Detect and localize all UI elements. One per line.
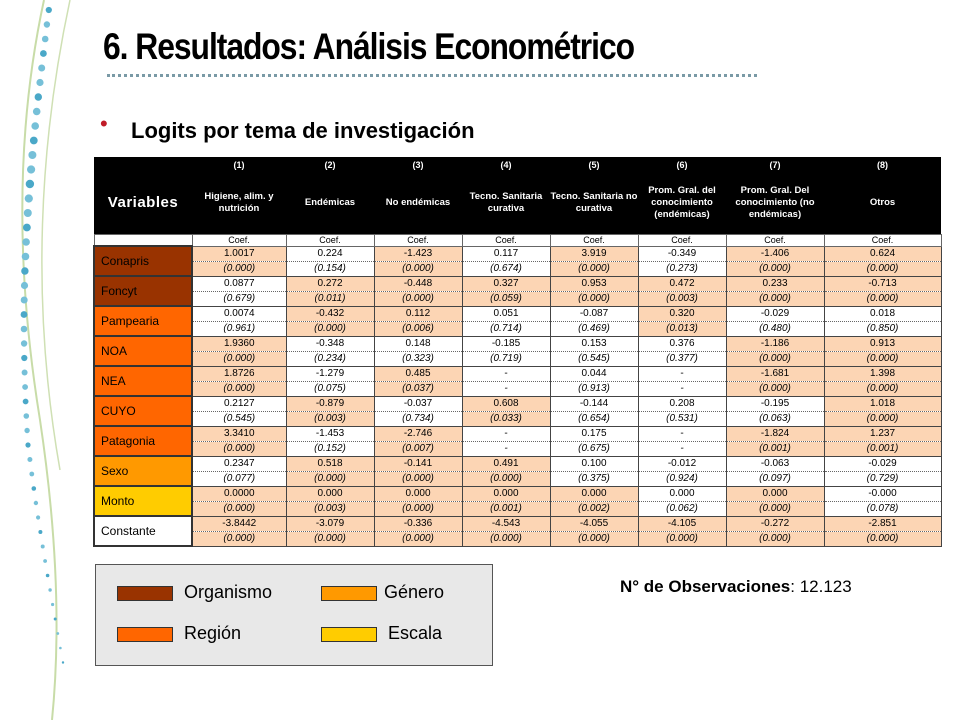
- decorative-dot: [24, 413, 30, 419]
- pvalue-cell: (0.000): [824, 531, 941, 546]
- coef-cell: 0.913: [824, 336, 941, 351]
- pvalue-cell: (0.154): [286, 261, 374, 276]
- pvalue-cell: (0.000): [824, 351, 941, 366]
- variable-conapris: Conapris: [94, 246, 192, 276]
- pvalue-cell: (0.000): [726, 261, 824, 276]
- pvalue-cell: (0.000): [192, 261, 286, 276]
- coef-cell: 1.9360: [192, 336, 286, 351]
- observations-value: : 12.123: [790, 577, 852, 596]
- table-row: [94, 261, 941, 276]
- decorative-dot: [31, 122, 39, 130]
- column-number-7: (7): [726, 157, 824, 172]
- pvalue-cell: (0.714): [462, 321, 550, 336]
- pvalue-cell: (0.729): [824, 471, 941, 486]
- decorative-dot: [22, 370, 28, 376]
- pvalue-cell: (0.062): [638, 501, 726, 516]
- coef-cell: -0.349: [638, 246, 726, 261]
- pvalue-cell: (0.000): [374, 261, 462, 276]
- coef-cell: -0.029: [824, 456, 941, 471]
- pvalue-cell: (0.000): [286, 531, 374, 546]
- coef-header: Coef.: [462, 235, 550, 247]
- decorative-dot: [51, 603, 54, 606]
- pvalue-cell: (0.001): [824, 441, 941, 456]
- coef-cell: -0.037: [374, 396, 462, 411]
- coef-cell: -1.824: [726, 426, 824, 441]
- pvalue-cell: (0.001): [726, 441, 824, 456]
- pvalue-cell: (0.679): [192, 291, 286, 306]
- table-row: [94, 276, 941, 291]
- pvalue-cell: (0.000): [638, 531, 726, 546]
- decorative-dot: [21, 326, 28, 333]
- coef-cell: 1.237: [824, 426, 941, 441]
- variables-header: Variables: [94, 172, 192, 235]
- decorative-dot: [40, 50, 47, 57]
- coef-cell: -0.348: [286, 336, 374, 351]
- pvalue-cell: (0.000): [192, 531, 286, 546]
- decorative-dot: [27, 165, 35, 173]
- pvalue-cell: -: [462, 381, 550, 396]
- coef-cell: 0.327: [462, 276, 550, 291]
- coef-cell: -1.406: [726, 246, 824, 261]
- pvalue-cell: (0.000): [550, 531, 638, 546]
- decorative-dot: [35, 93, 42, 100]
- coef-cell: 0.000: [726, 486, 824, 501]
- pvalue-cell: (0.000): [550, 261, 638, 276]
- decorative-dot: [46, 7, 52, 13]
- column-label-3: No endémicas: [374, 172, 462, 235]
- pvalue-cell: -: [462, 441, 550, 456]
- column-label-4: Tecno. Sanitaria curativa: [462, 172, 550, 235]
- pvalue-cell: (0.000): [824, 291, 941, 306]
- decorative-dot: [43, 559, 47, 563]
- decorative-dot: [48, 588, 51, 591]
- decorative-dot: [21, 267, 28, 274]
- column-number-2: (2): [286, 157, 374, 172]
- table-row: [94, 456, 941, 471]
- decorative-dot: [38, 530, 42, 534]
- coef-cell: -: [638, 366, 726, 381]
- pvalue-cell: (0.000): [286, 471, 374, 486]
- coef-cell: 0.320: [638, 306, 726, 321]
- pvalue-cell: (0.002): [550, 501, 638, 516]
- table-row: [94, 381, 941, 396]
- table-row: [94, 531, 941, 546]
- table-row: [94, 411, 941, 426]
- coef-cell: 0.472: [638, 276, 726, 291]
- coef-cell: 0.518: [286, 456, 374, 471]
- decorative-dot: [25, 194, 33, 202]
- pvalue-cell: (0.480): [726, 321, 824, 336]
- decorative-dot: [54, 618, 57, 621]
- coef-header: Coef.: [726, 235, 824, 247]
- pvalue-cell: (0.059): [462, 291, 550, 306]
- coef-cell: 0.624: [824, 246, 941, 261]
- pvalue-cell: (0.719): [462, 351, 550, 366]
- decorative-dot: [59, 647, 62, 650]
- coef-cell: 0.0074: [192, 306, 286, 321]
- pvalue-cell: (0.003): [286, 501, 374, 516]
- column-number-4: (4): [462, 157, 550, 172]
- pvalue-cell: -: [638, 381, 726, 396]
- pvalue-cell: (0.003): [286, 411, 374, 426]
- decorative-dot: [21, 340, 27, 346]
- coef-cell: 1.0017: [192, 246, 286, 261]
- slide-title: 6. Resultados: Análisis Econométrico: [103, 26, 635, 67]
- variable-foncyt: Foncyt: [94, 276, 192, 306]
- coef-cell: -0.144: [550, 396, 638, 411]
- coef-cell: 0.485: [374, 366, 462, 381]
- decorative-dot: [62, 661, 64, 663]
- decorative-dot: [23, 224, 31, 232]
- decorative-dot: [38, 65, 45, 72]
- decorative-dot: [24, 209, 32, 217]
- coef-cell: -0.063: [726, 456, 824, 471]
- coef-cell: -0.272: [726, 516, 824, 531]
- coef-cell: 0.112: [374, 306, 462, 321]
- decorative-dot: [42, 36, 49, 43]
- pvalue-cell: (0.000): [824, 411, 941, 426]
- coef-header: Coef.: [192, 235, 286, 247]
- coef-cell: 0.224: [286, 246, 374, 261]
- coef-cell: -0.087: [550, 306, 638, 321]
- column-label-6: Prom. Gral. del conocimiento (endémicas): [638, 172, 726, 235]
- decorative-dot: [23, 399, 29, 405]
- coef-cell: 0.000: [286, 486, 374, 501]
- pvalue-cell: (0.000): [726, 531, 824, 546]
- pvalue-cell: (0.531): [638, 411, 726, 426]
- pvalue-cell: (0.000): [726, 501, 824, 516]
- coef-cell: -2.851: [824, 516, 941, 531]
- legend-label-organismo: Organismo: [184, 582, 273, 602]
- pvalue-cell: (0.850): [824, 321, 941, 336]
- pvalue-cell: (0.037): [374, 381, 462, 396]
- coef-cell: -0.432: [286, 306, 374, 321]
- column-number-5: (5): [550, 157, 638, 172]
- pvalue-cell: (0.078): [824, 501, 941, 516]
- coef-cell: -0.713: [824, 276, 941, 291]
- coef-cell: -1.423: [374, 246, 462, 261]
- legend-box: [95, 564, 493, 666]
- coef-cell: 0.153: [550, 336, 638, 351]
- pvalue-cell: (0.000): [192, 441, 286, 456]
- decorative-dot: [21, 355, 27, 361]
- pvalue-cell: (0.000): [374, 291, 462, 306]
- coef-cell: 0.000: [462, 486, 550, 501]
- coef-cell: 0.2127: [192, 396, 286, 411]
- decorative-dot: [24, 428, 29, 433]
- decorative-dot: [41, 545, 45, 549]
- decorative-dot: [29, 472, 34, 477]
- coef-header: Coef.: [638, 235, 726, 247]
- pvalue-cell: (0.674): [462, 261, 550, 276]
- coef-cell: -1.279: [286, 366, 374, 381]
- pvalue-cell: (0.000): [374, 531, 462, 546]
- coef-cell: -0.195: [726, 396, 824, 411]
- legend-swatch-region: [117, 627, 173, 642]
- variable-monto: Monto: [94, 486, 192, 516]
- coef-cell: -: [462, 426, 550, 441]
- decorative-dot: [36, 515, 40, 519]
- coef-cell: 0.608: [462, 396, 550, 411]
- column-label-5: Tecno. Sanitaria no curativa: [550, 172, 638, 235]
- pvalue-cell: (0.000): [374, 501, 462, 516]
- coef-cell: -0.029: [726, 306, 824, 321]
- pvalue-cell: (0.006): [374, 321, 462, 336]
- observations-count: [620, 577, 852, 597]
- pvalue-cell: (0.734): [374, 411, 462, 426]
- coef-cell: 3.919: [550, 246, 638, 261]
- coef-cell: -0.448: [374, 276, 462, 291]
- pvalue-cell: (0.234): [286, 351, 374, 366]
- coef-cell: 0.018: [824, 306, 941, 321]
- decorative-dot: [21, 282, 28, 289]
- coef-cell: 0.175: [550, 426, 638, 441]
- pvalue-cell: (0.077): [192, 471, 286, 486]
- pvalue-cell: (0.013): [638, 321, 726, 336]
- coef-cell: 0.117: [462, 246, 550, 261]
- table-row: [94, 336, 941, 351]
- pvalue-cell: (0.000): [550, 291, 638, 306]
- coef-cell: 1.8726: [192, 366, 286, 381]
- table-row: [94, 366, 941, 381]
- decorative-dot: [34, 501, 38, 505]
- coef-cell: -4.105: [638, 516, 726, 531]
- column-label-7: Prom. Gral. Del conocimiento (no endémicas): [726, 172, 824, 235]
- pvalue-cell: (0.375): [550, 471, 638, 486]
- column-label-1: Higiene, alim. y nutrición: [192, 172, 286, 235]
- pvalue-cell: (0.000): [824, 381, 941, 396]
- table-row: [94, 246, 941, 261]
- decorative-dot: [30, 137, 38, 145]
- coef-row-blank: [94, 235, 192, 247]
- decorative-dot: [27, 457, 32, 462]
- slide-subtitle: Logits por tema de investigación: [131, 118, 475, 143]
- variable-nea: NEA: [94, 366, 192, 396]
- coef-cell: -1.186: [726, 336, 824, 351]
- pvalue-cell: (0.000): [192, 501, 286, 516]
- variable-sexo: Sexo: [94, 456, 192, 486]
- table-row: [94, 396, 941, 411]
- coef-cell: 0.0877: [192, 276, 286, 291]
- pvalue-cell: -: [638, 441, 726, 456]
- observations-label: N° de Observaciones: [620, 577, 791, 596]
- coef-cell: 0.208: [638, 396, 726, 411]
- coef-cell: 0.491: [462, 456, 550, 471]
- pvalue-cell: (0.000): [374, 471, 462, 486]
- table-row: [94, 291, 941, 306]
- pvalue-cell: (0.007): [374, 441, 462, 456]
- variable-constante: Constante: [94, 516, 192, 546]
- results-table: [93, 157, 942, 547]
- column-label-2: Endémicas: [286, 172, 374, 235]
- column-label-8: Otros: [824, 172, 941, 235]
- table-row: [94, 306, 941, 321]
- coef-cell: 0.233: [726, 276, 824, 291]
- pvalue-cell: (0.063): [726, 411, 824, 426]
- coef-header: Coef.: [286, 235, 374, 247]
- coef-header: Coef.: [374, 235, 462, 247]
- coef-cell: -: [462, 366, 550, 381]
- table-row: [94, 351, 941, 366]
- coef-cell: -0.141: [374, 456, 462, 471]
- coef-cell: 0.100: [550, 456, 638, 471]
- decorative-dot: [25, 442, 30, 447]
- pvalue-cell: (0.033): [462, 411, 550, 426]
- decorative-dot: [32, 486, 37, 491]
- coef-cell: 0.000: [638, 486, 726, 501]
- pvalue-cell: (0.000): [462, 531, 550, 546]
- decorative-dot: [46, 574, 50, 578]
- pvalue-cell: (0.545): [550, 351, 638, 366]
- coef-cell: 0.953: [550, 276, 638, 291]
- coef-cell: 0.148: [374, 336, 462, 351]
- pvalue-cell: (0.377): [638, 351, 726, 366]
- decorative-dot: [56, 632, 59, 635]
- decorative-dot: [22, 253, 30, 261]
- decorative-dot: [28, 151, 36, 159]
- legend-label-genero: Género: [384, 582, 445, 602]
- coef-cell: 0.272: [286, 276, 374, 291]
- coef-header: Coef.: [550, 235, 638, 247]
- table-row: [94, 441, 941, 456]
- coef-cell: -4.543: [462, 516, 550, 531]
- pvalue-cell: (0.924): [638, 471, 726, 486]
- bullet-icon: •: [100, 111, 108, 136]
- pvalue-cell: (0.000): [726, 351, 824, 366]
- coef-header: Coef.: [824, 235, 941, 247]
- legend-swatch-escala: [321, 627, 377, 642]
- coef-cell: 3.3410: [192, 426, 286, 441]
- table-row: [94, 501, 941, 516]
- pvalue-cell: (0.654): [550, 411, 638, 426]
- legend-label-escala: Escala: [388, 623, 443, 643]
- coef-cell: 0.000: [374, 486, 462, 501]
- coef-cell: -0.000: [824, 486, 941, 501]
- pvalue-cell: (0.961): [192, 321, 286, 336]
- decorative-dot: [22, 238, 30, 246]
- coef-cell: -3.8442: [192, 516, 286, 531]
- pvalue-cell: (0.323): [374, 351, 462, 366]
- table-row: [94, 516, 941, 531]
- pvalue-cell: (0.097): [726, 471, 824, 486]
- decorative-dot: [22, 384, 28, 390]
- pvalue-cell: (0.000): [824, 261, 941, 276]
- column-number-8: (8): [824, 157, 941, 172]
- table-row: [94, 486, 941, 501]
- legend-swatch-organismo: [117, 586, 173, 601]
- pvalue-cell: (0.913): [550, 381, 638, 396]
- pvalue-cell: (0.273): [638, 261, 726, 276]
- variable-patagonia: Patagonia: [94, 426, 192, 456]
- coef-cell: -1.453: [286, 426, 374, 441]
- table-row: [94, 321, 941, 336]
- coef-cell: 0.044: [550, 366, 638, 381]
- variable-pampearia: Pampearia: [94, 306, 192, 336]
- coef-cell: 1.018: [824, 396, 941, 411]
- coef-cell: -3.079: [286, 516, 374, 531]
- pvalue-cell: (0.075): [286, 381, 374, 396]
- coef-cell: 0.2347: [192, 456, 286, 471]
- pvalue-cell: (0.011): [286, 291, 374, 306]
- pvalue-cell: (0.152): [286, 441, 374, 456]
- coef-cell: -4.055: [550, 516, 638, 531]
- column-number-1: (1): [192, 157, 286, 172]
- coef-cell: -2.746: [374, 426, 462, 441]
- pvalue-cell: (0.675): [550, 441, 638, 456]
- coef-cell: 0.000: [550, 486, 638, 501]
- pvalue-cell: (0.000): [286, 321, 374, 336]
- legend-label-region: Región: [184, 623, 242, 643]
- decorative-dot: [21, 311, 28, 318]
- decorative-dot: [26, 180, 34, 188]
- coef-cell: 0.0000: [192, 486, 286, 501]
- decorative-dot: [21, 297, 28, 304]
- coef-cell: -: [638, 426, 726, 441]
- coef-cell: -0.185: [462, 336, 550, 351]
- coef-cell: 1.398: [824, 366, 941, 381]
- column-number-3: (3): [374, 157, 462, 172]
- variable-cuyo: CUYO: [94, 396, 192, 426]
- coef-cell: -0.012: [638, 456, 726, 471]
- pvalue-cell: (0.469): [550, 321, 638, 336]
- coef-cell: -1.681: [726, 366, 824, 381]
- coef-cell: -0.879: [286, 396, 374, 411]
- table-row: [94, 471, 941, 486]
- table-corner-blank: [94, 157, 192, 172]
- pvalue-cell: (0.003): [638, 291, 726, 306]
- title-divider: [107, 74, 757, 77]
- table-row: [94, 426, 941, 441]
- column-number-6: (6): [638, 157, 726, 172]
- decorative-dot: [44, 21, 50, 27]
- pvalue-cell: (0.000): [726, 381, 824, 396]
- decorative-dot: [36, 79, 43, 86]
- decorative-dot: [33, 108, 41, 116]
- pvalue-cell: (0.545): [192, 411, 286, 426]
- coef-cell: -0.336: [374, 516, 462, 531]
- legend-swatch-genero: [321, 586, 377, 601]
- pvalue-cell: (0.000): [726, 291, 824, 306]
- pvalue-cell: (0.000): [192, 351, 286, 366]
- variable-noa: NOA: [94, 336, 192, 366]
- pvalue-cell: (0.001): [462, 501, 550, 516]
- coef-cell: 0.051: [462, 306, 550, 321]
- pvalue-cell: (0.000): [462, 471, 550, 486]
- pvalue-cell: (0.000): [192, 381, 286, 396]
- coef-cell: 0.376: [638, 336, 726, 351]
